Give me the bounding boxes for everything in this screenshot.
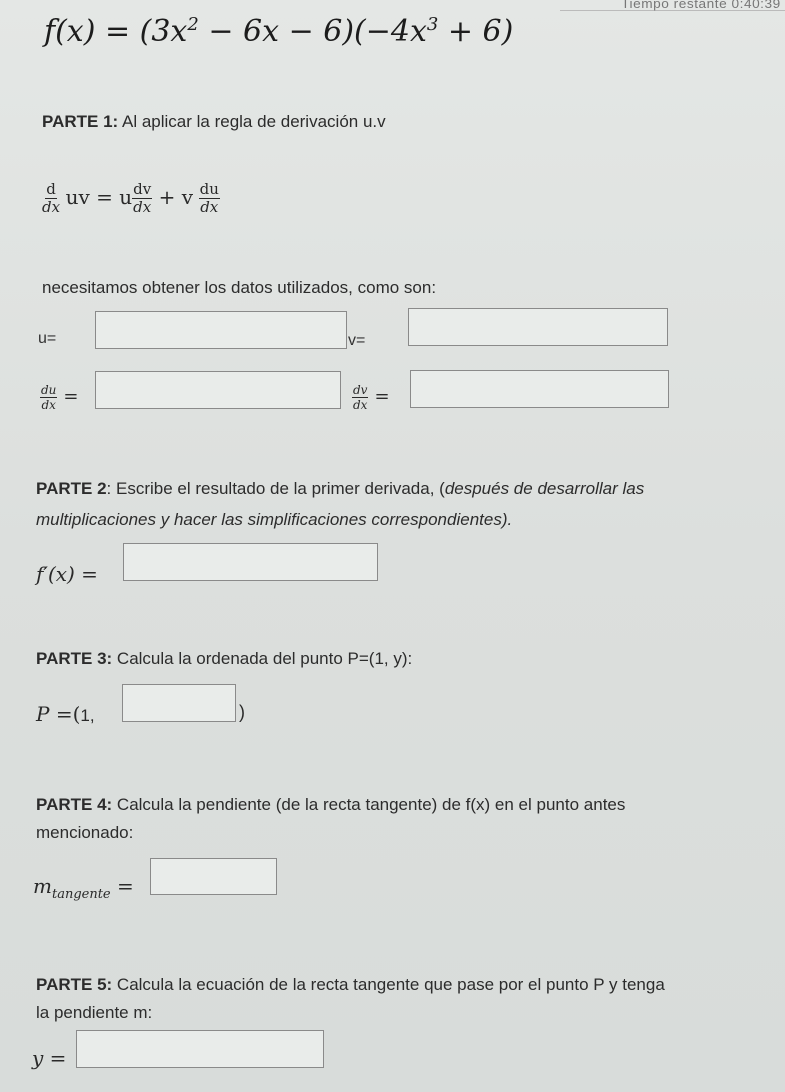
ordinate-input-box[interactable] [122,684,236,722]
tangent-line-label: y = [32,1046,67,1070]
part2-instructions-cont: multiplicaciones y hacer las simplificaciones correspondientes). [36,510,513,529]
time-remaining: Tiempo restante 0:40:39 [621,0,781,11]
v-input-box[interactable] [408,308,668,346]
part1-data-intro: necesitamos obtener los datos utilizados, como son: [42,278,437,297]
point-label: P =(1, [36,702,95,726]
product-rule-formula: $\frac{d}{dx}$ uv = u $\frac{dv}{dx}$ + v $\frac{du}{dx}$ [42,180,219,216]
dv-dx-label: $\frac{dv}{dx}$ = [353,383,390,412]
part5-instructions-cont: la pendiente m: [36,1003,153,1022]
du-dx-label: $\frac{du}{dx}$ = [41,383,79,412]
part1-instructions: PARTE 1: Al aplicar la regla de derivación u.v [42,112,386,131]
u-input-box[interactable] [95,311,347,349]
slope-input-box[interactable] [150,858,277,895]
part2-instructions: PARTE 2: Escribe el resultado de la primer derivada, (después de desarrollar las [36,479,645,498]
slope-label: $m_{tangente}$ = [33,874,134,902]
part4-instructions-cont: mencionado: [36,823,134,842]
part5-instructions: PARTE 5: Calcula la ecuación de la recta tangente que pase por el punto P y tenga [36,975,665,994]
function-expression: $f(x) = (3x^2 - 6x - 6)(-4x^3 + 6)$ [44,14,514,49]
point-close-paren: ) [239,702,245,722]
v-label: v= [348,332,366,349]
part4-instructions: PARTE 4: Calcula la pendiente (de la recta tangente) de f(x) en el punto antes [36,795,626,814]
part3-instructions: PARTE 3: Calcula la ordenada del punto P=(1, y): [36,649,413,668]
tangent-line-input-box[interactable] [76,1030,324,1068]
derivative-label: f′(x) = [36,562,98,586]
dv-dx-input-box[interactable] [410,370,669,408]
du-dx-input-box[interactable] [95,371,341,409]
derivative-input-box[interactable] [123,543,378,581]
u-label: u= [38,330,57,347]
